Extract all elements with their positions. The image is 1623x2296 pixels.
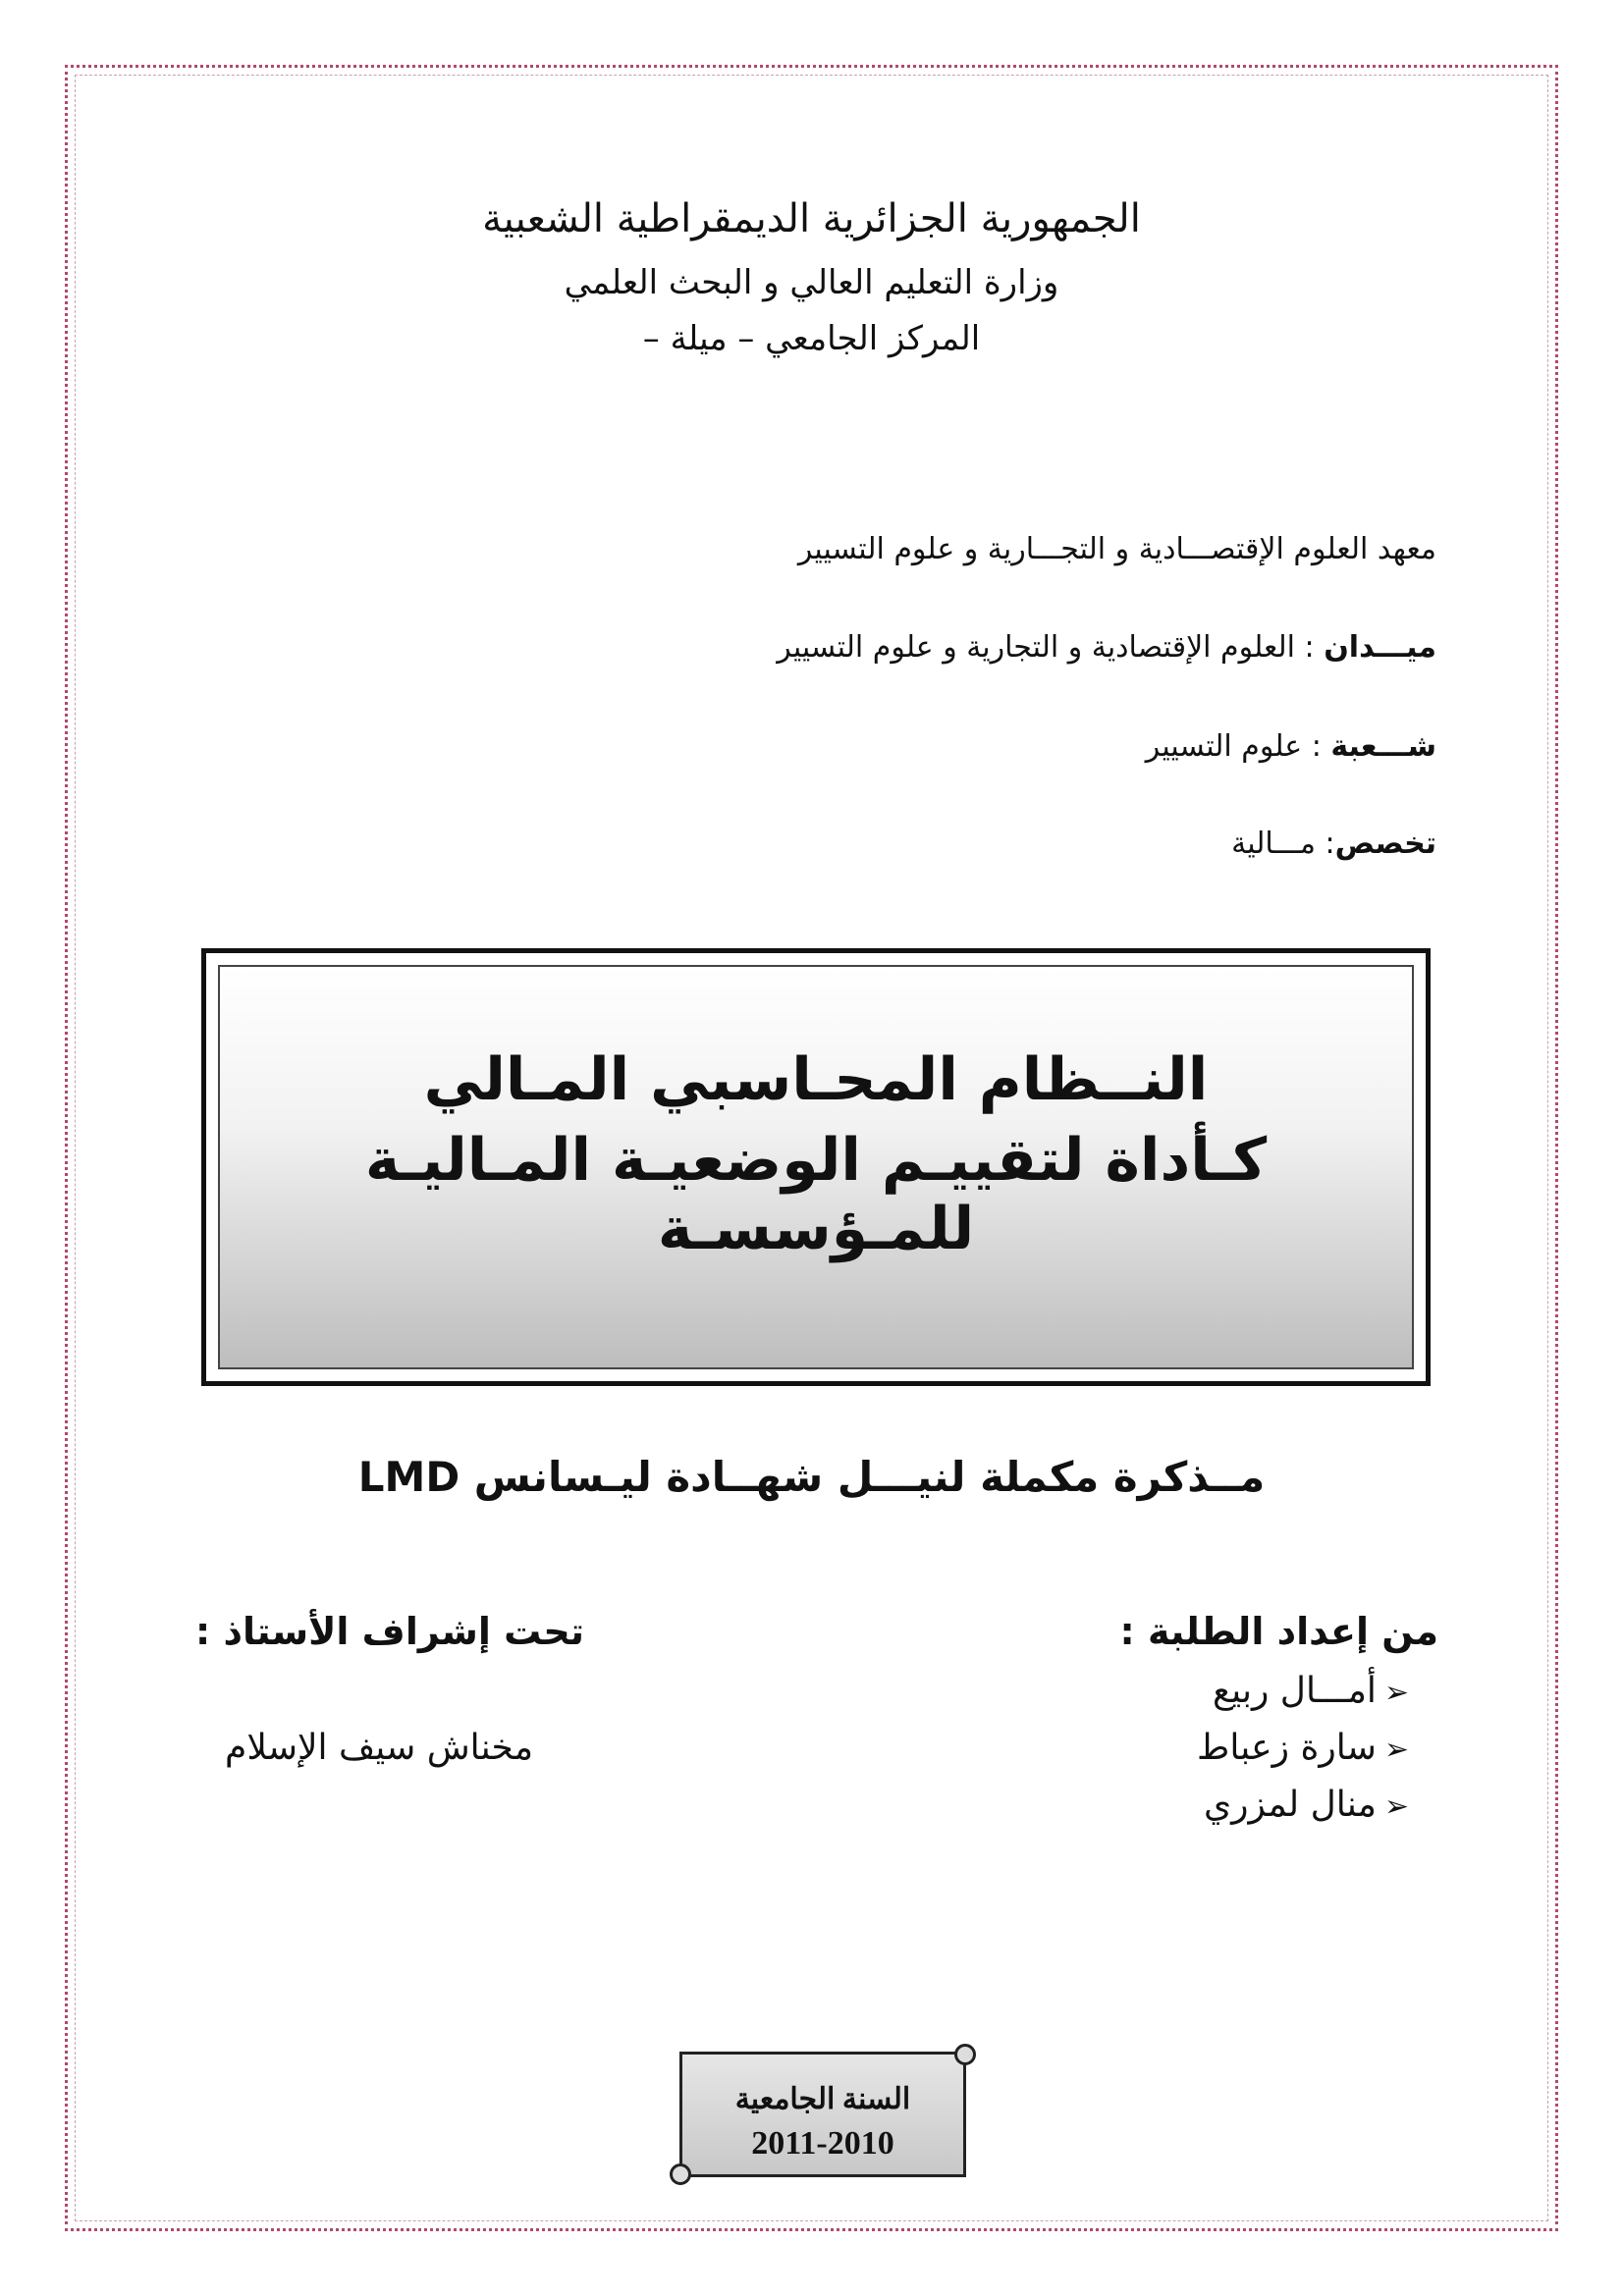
institute-line: معهد العلوم الإقتصـــادية و التجـــارية و علوم التسيير <box>797 532 1436 566</box>
speciality-line <box>1231 827 1436 861</box>
student-name: سارة زعباط <box>1197 1728 1377 1768</box>
academic-year-label: السنة الجامعية <box>734 2083 911 2115</box>
arrow-bullet-icon: ➢ <box>1383 1733 1409 1767</box>
branch-value: : علوم التسيير <box>1145 729 1331 764</box>
scroll-curl-icon <box>954 2044 976 2065</box>
student-item <box>1204 1785 1409 1825</box>
title-frame <box>201 948 1431 1386</box>
supervisor-name: مخناش سيف الإسلام <box>225 1728 533 1768</box>
student-name: أمـــال ربيع <box>1212 1671 1377 1711</box>
title-panel <box>218 965 1414 1369</box>
university-center-heading: المركز الجامعي – ميلة – <box>642 319 981 358</box>
academic-year-value: 2011-2010 <box>751 2125 894 2162</box>
ministry-heading: وزارة التعليم العالي و البحث العلمي <box>564 263 1059 302</box>
academic-year-scroll <box>666 2044 980 2185</box>
domain-value: : العلوم الإقتصادية و التجارية و علوم التسيير <box>777 630 1325 665</box>
student-item <box>1197 1728 1409 1768</box>
branch-label: شـــعبة <box>1330 729 1436 764</box>
arrow-bullet-icon: ➢ <box>1383 1789 1409 1824</box>
thesis-title-line-1: النــظام المحـاسبي المـالي <box>423 1045 1209 1114</box>
speciality-value: : مـــالية <box>1231 827 1335 861</box>
republic-heading: الجمهورية الجزائرية الديمقراطية الشعبية <box>482 196 1141 241</box>
branch-line <box>1146 729 1436 764</box>
domain-line <box>777 630 1436 665</box>
speciality-label: تخصص <box>1334 827 1436 861</box>
memo-degree-line: مــذكرة مكملة لنيـــل شهــادة ليـسانس LMD <box>357 1453 1266 1501</box>
arrow-bullet-icon: ➢ <box>1383 1676 1409 1710</box>
scroll-body <box>679 2052 966 2177</box>
thesis-title-line-2: كـأداة لتقييـم الوضعيـة المـاليـة للمـؤسسـة <box>364 1126 1268 1263</box>
student-item <box>1213 1671 1409 1711</box>
student-name: منال لمزري <box>1203 1785 1377 1825</box>
prepared-by-heading: من إعداد الطلبة : <box>1119 1610 1438 1653</box>
supervisor-heading: تحت إشراف الأستاذ : <box>195 1610 584 1653</box>
domain-label: ميـــدان <box>1324 630 1436 665</box>
scroll-curl-icon <box>670 2163 691 2185</box>
